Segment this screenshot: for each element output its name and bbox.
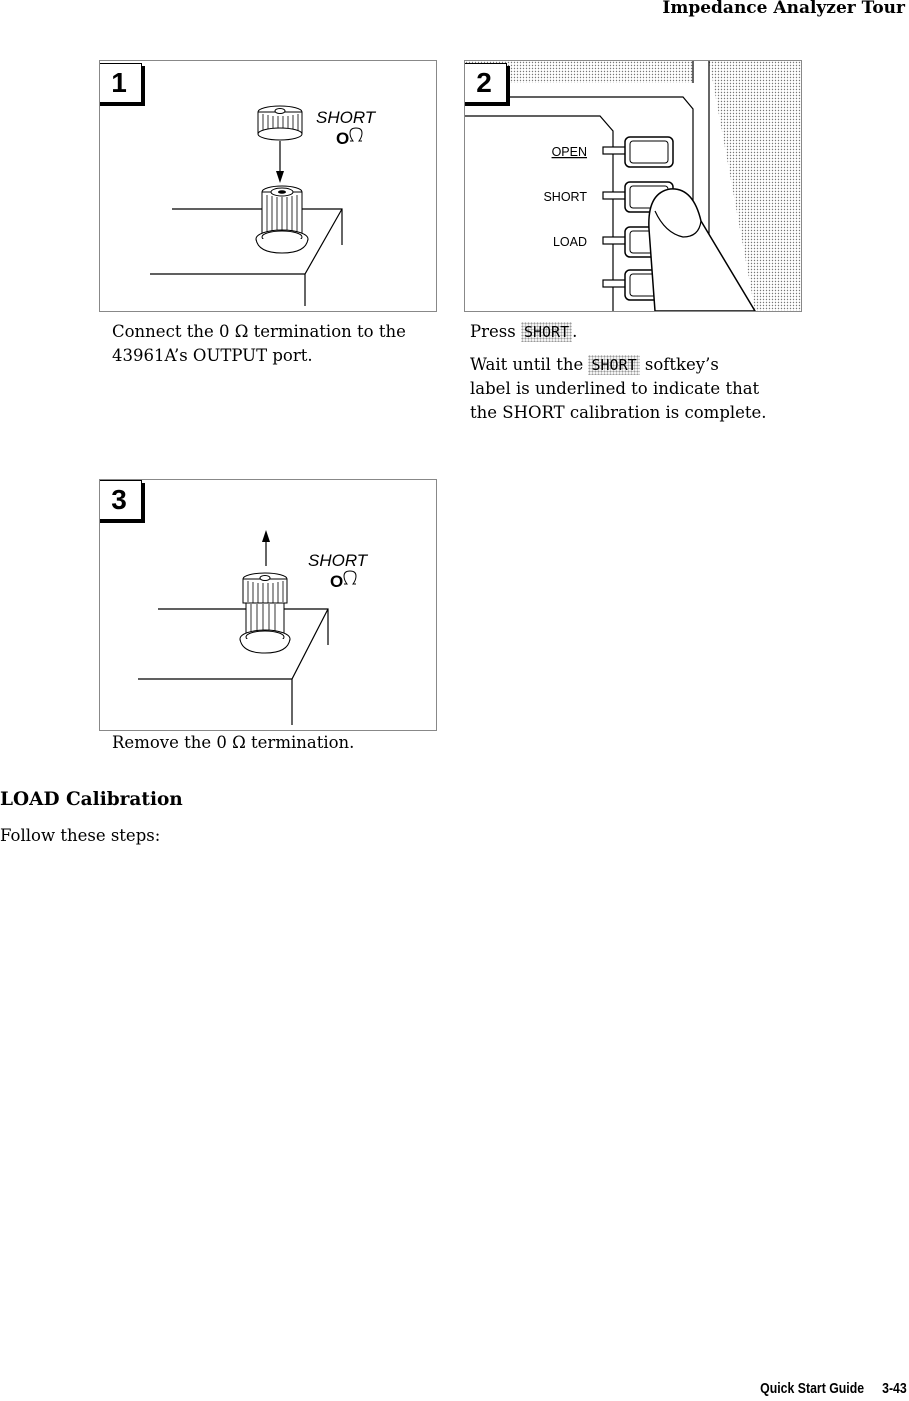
press-text: Press <box>470 322 516 341</box>
short-symbol-icon-3 <box>330 571 356 591</box>
step-1-caption-line-1: Connect the 0 Ω termination to the <box>112 322 406 341</box>
arrow-up-icon <box>262 530 270 566</box>
footer-guide-name: Quick Start Guide <box>760 1380 865 1397</box>
softkey-label-load: LOAD <box>552 235 587 249</box>
short-label-3: SHORT <box>308 551 368 570</box>
step-1-caption-line-2: 43961A’s OUTPUT port. <box>112 346 313 365</box>
step-3-figure <box>99 479 437 731</box>
step-2-figure <box>464 60 802 312</box>
short-symbol-icon <box>336 128 362 148</box>
step-2-badge: 2 <box>464 63 507 103</box>
step-1-caption <box>112 320 406 368</box>
short-termination-cap <box>258 106 302 140</box>
arrow-down-icon <box>276 141 284 183</box>
short-softkey-ref-2: SHORT <box>588 355 639 375</box>
step-1-badge: 1 <box>99 63 142 103</box>
press-period: . <box>572 322 578 341</box>
section-title: LOAD Calibration <box>0 789 183 810</box>
step-3-badge: 3 <box>99 480 142 520</box>
short-label: SHORT <box>316 108 376 127</box>
step-3-caption-line-1: Remove the 0 Ω termination. <box>112 733 355 752</box>
step-2-caption-line-4: the SHORT calibration is complete. <box>470 403 767 422</box>
output-port-connector <box>256 186 308 253</box>
step-2-caption <box>470 320 767 425</box>
wait-text: Wait until the <box>470 355 584 374</box>
svg-text:O: O <box>330 572 344 591</box>
softkey-label-open: OPEN <box>551 145 587 159</box>
connector-remove-illustration <box>100 480 436 730</box>
step-2-caption-line-3: label is underlined to indicate that <box>470 379 760 398</box>
front-panel-softkeys-illustration <box>465 61 801 311</box>
wait-text-end: softkey’s <box>644 355 719 374</box>
section-intro: Follow these steps: <box>0 826 161 845</box>
step-1-figure <box>99 60 437 312</box>
step-2-wait-line <box>470 353 767 377</box>
short-softkey-ref: SHORT <box>521 322 572 342</box>
connector-attach-illustration <box>100 61 436 311</box>
softkey-button-open[interactable] <box>625 137 673 167</box>
short-termination-attached <box>240 573 290 653</box>
page-header: Impedance Analyzer Tour <box>662 0 905 18</box>
page-footer <box>760 1380 907 1397</box>
svg-text:O: O <box>336 129 350 148</box>
step-3-caption <box>112 731 354 755</box>
step-2-press-line <box>470 320 767 344</box>
page-number: 3-43 <box>882 1380 907 1397</box>
softkey-label-short: SHORT <box>543 190 587 204</box>
